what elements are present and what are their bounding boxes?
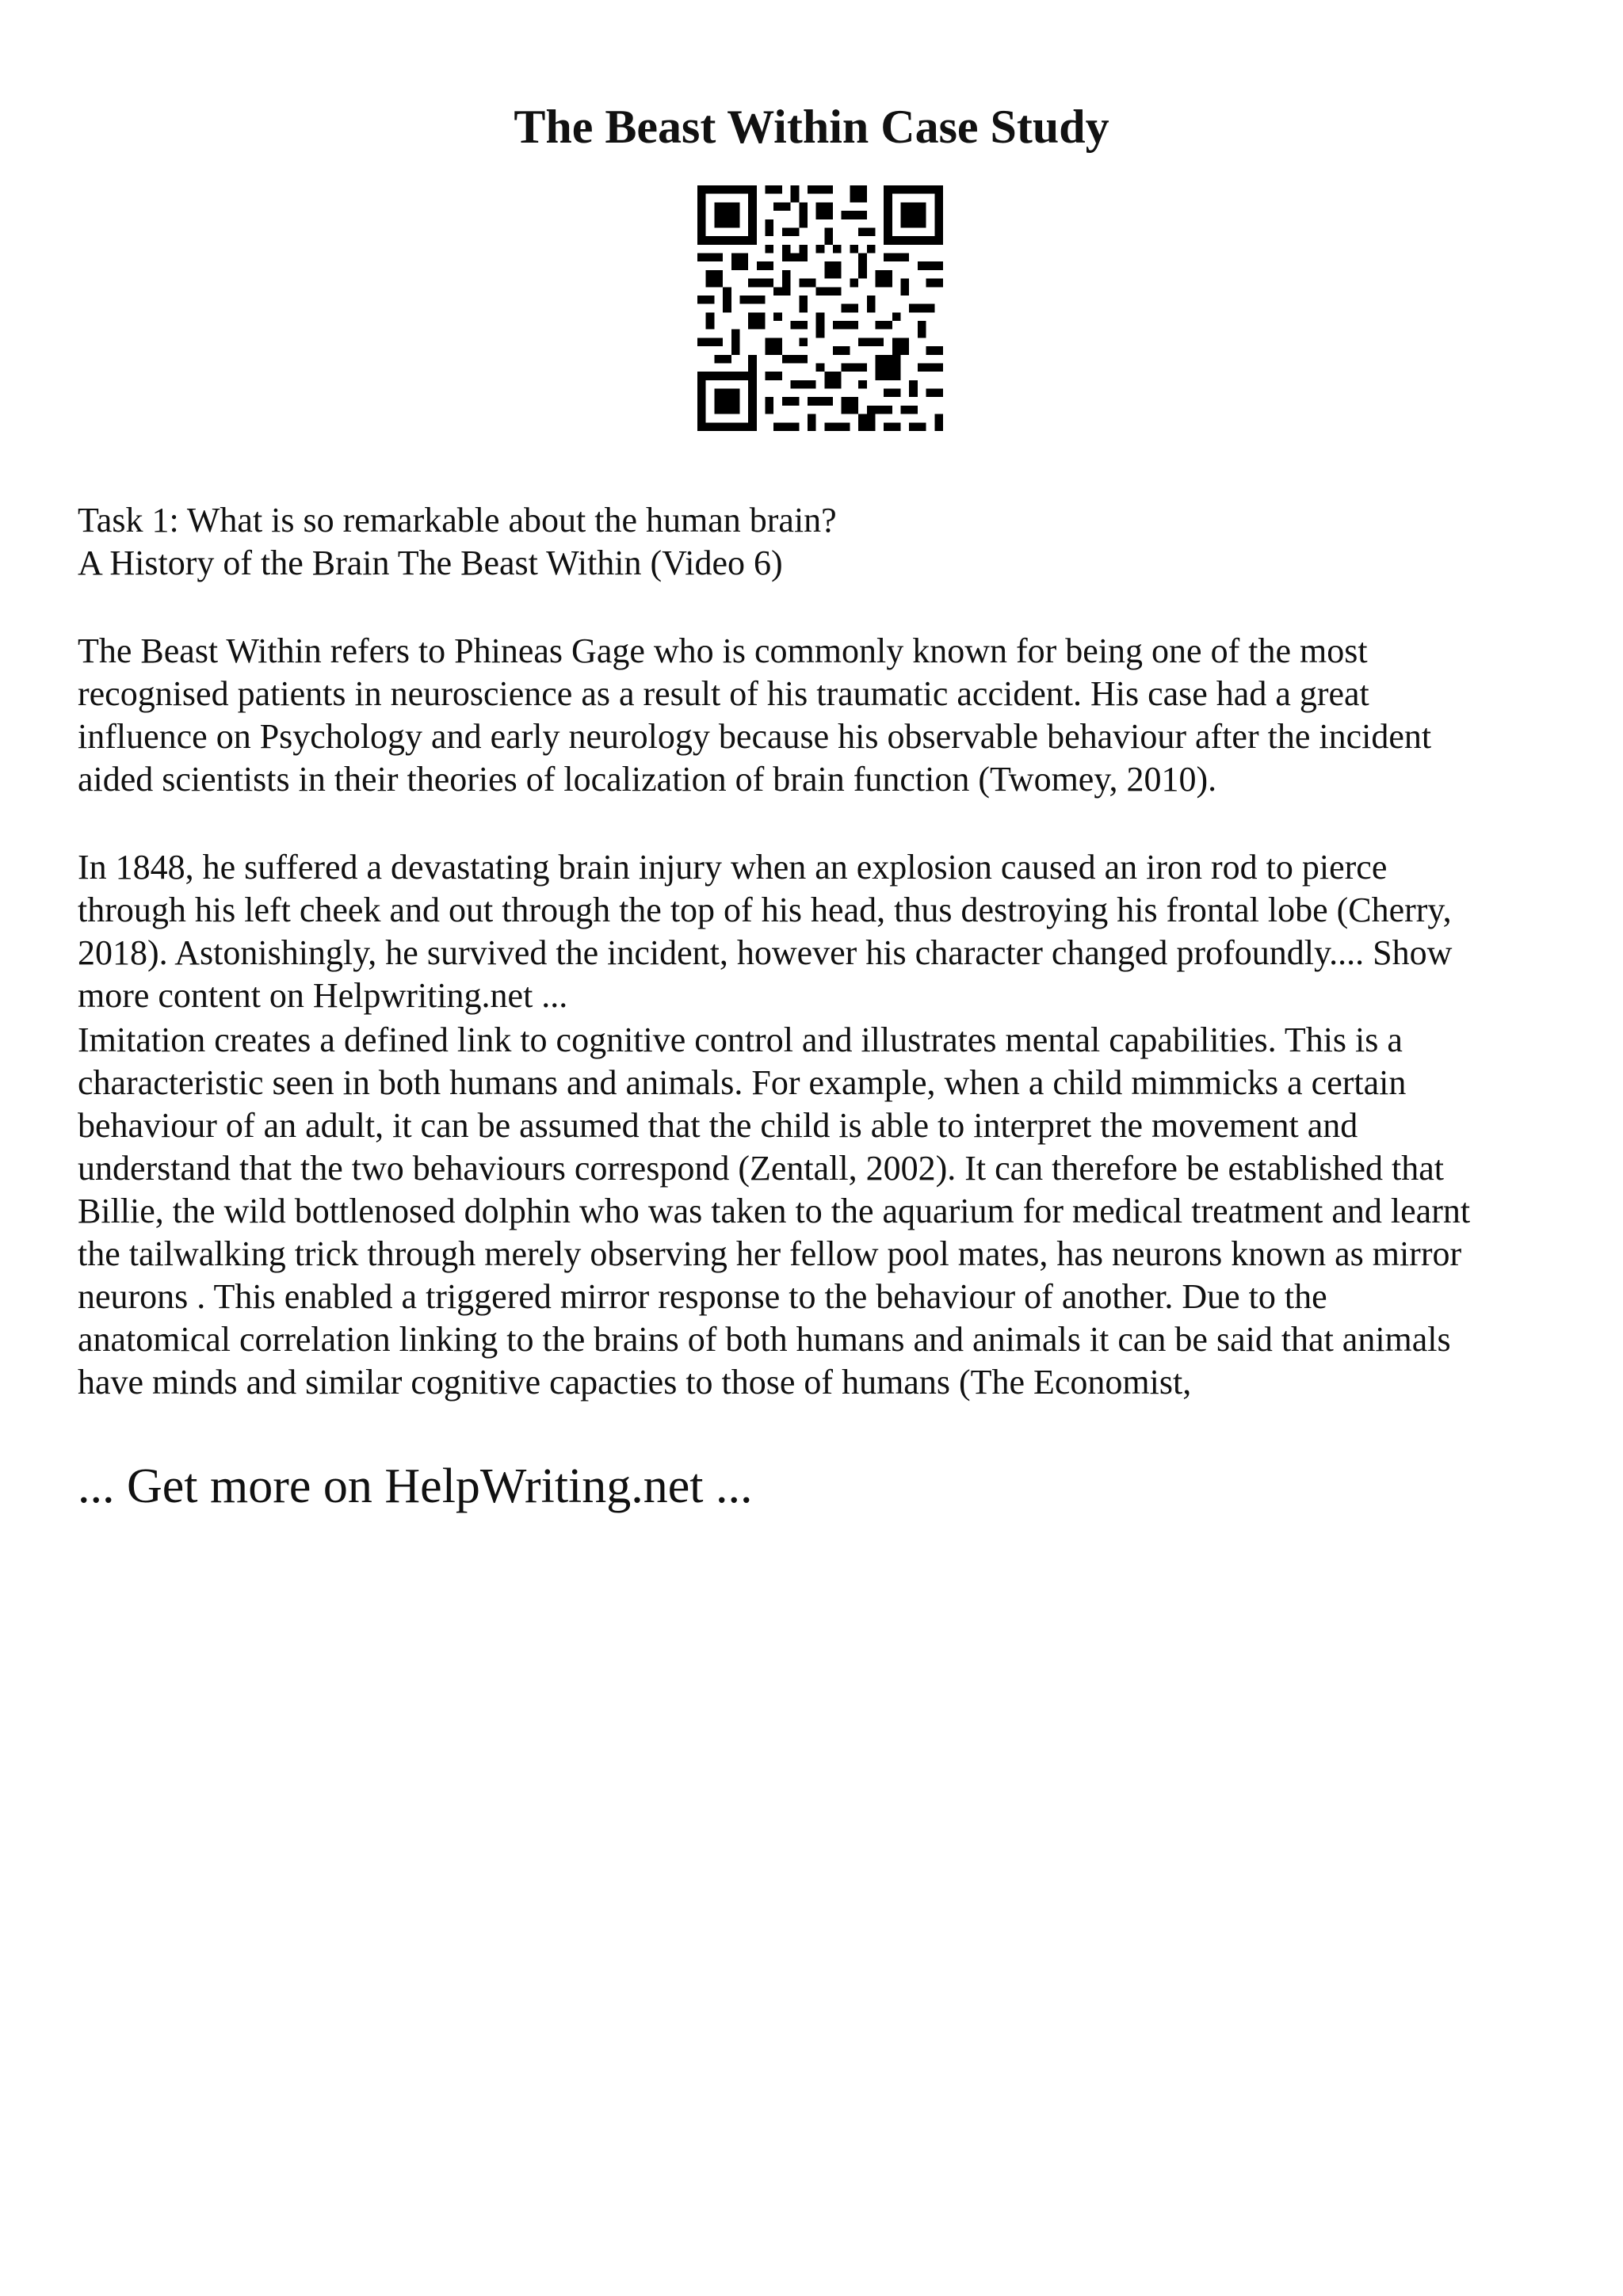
paragraph-brain-injury: In 1848, he suffered a devastating brain injury when an explosion caused an iron rod to pierce through his left cheek and out through the top of his head, thus destroying his frontal lobe (Cherry, 2018). Astonishingly, he survived the incident, however his character changed profoundly.... Show more content on Helpwriting.net ... — [78, 848, 1453, 1015]
qr-code-graphic — [697, 185, 943, 431]
task-heading: Task 1: What is so remarkable about the human brain? A History of the Brain The Beast Within (Video 6) — [78, 501, 837, 582]
get-more-link[interactable]: ... Get more on HelpWriting.net ... — [78, 1459, 753, 1513]
paragraph-phineas-gage-intro: The Beast Within refers to Phineas Gage who is commonly known for being one of the most recognised patients in neuroscience as a result of his traumatic accident. His case had a great influence on Psychology and early neurology because his observable behaviour after the incident aided scientists in their theories of localization of brain function (Twomey, 2010). — [78, 631, 1432, 799]
paragraph-imitation: Imitation creates a defined link to cognitive control and illustrates mental capabilities. This is a characteristic seen in both humans and animals. For example, when a child mimmicks a certain behaviour of an adult, it can be assumed that the child is able to interpret the movement and understand that the two behaviours correspond (Zentall, 2002). It can therefore be established that Billie, the wild bottlenosed dolphin who was taken to the aquarium for medical treatment and learnt the tailwalking trick through merely observing her fellow pool mates, has neurons known as mirror neurons . This enabled a triggered mirror response to the behaviour of another. Due to the anatomical correlation linking to the brains of both humans and animals it can be said that animals have minds and similar cognitive capacties to those of humans (The Economist, — [78, 1020, 1471, 1402]
page-title: The Beast Within Case Study — [514, 101, 1109, 153]
qr-code[interactable] — [697, 185, 943, 431]
